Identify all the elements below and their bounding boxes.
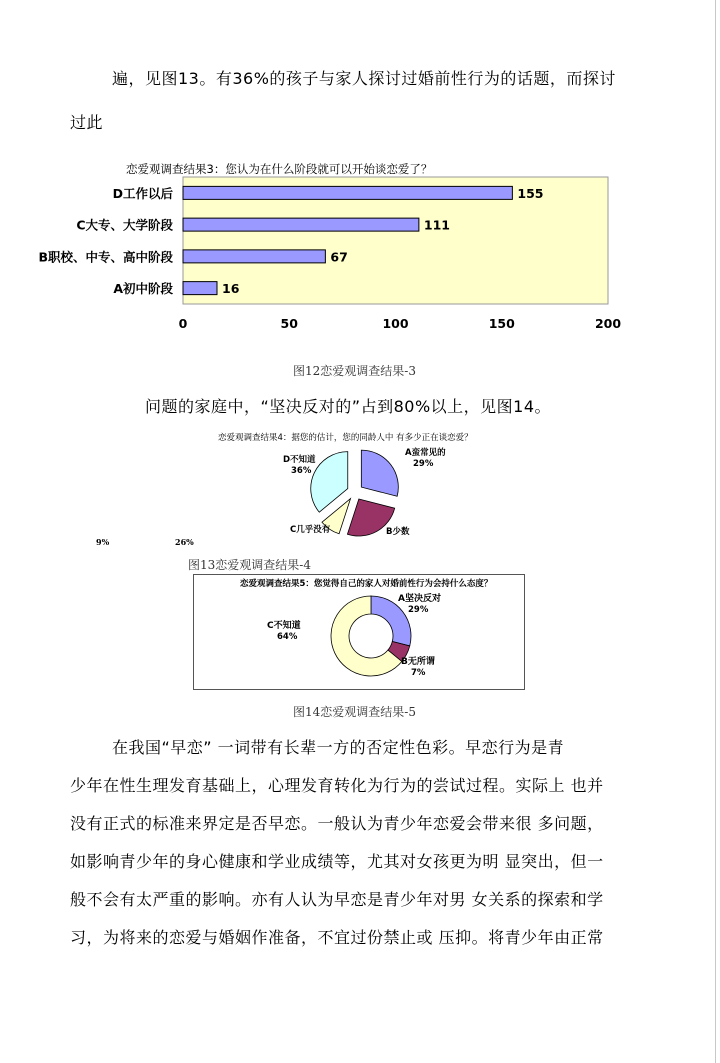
slice-label: B少数 — [386, 527, 410, 537]
figure13-caption: 图13恋爱观调查结果-4 — [188, 558, 311, 572]
figure14-caption: 图14恋爱观调查结果-5 — [293, 705, 416, 719]
x-tick-label: 200 — [594, 316, 622, 331]
data-label: 67 — [330, 249, 348, 265]
figure12-caption: 图12恋爱观调查结果-3 — [293, 364, 416, 378]
category-label: B职校、中专、高中阶段 — [38, 249, 173, 265]
category-label: A初中阶段 — [113, 281, 173, 297]
slice-value: 29% — [408, 605, 429, 615]
bar-3 — [183, 250, 325, 263]
slice-label: A坚决反对 — [398, 594, 441, 604]
slice-label: C几乎没有 — [290, 525, 331, 535]
bar-1 — [183, 186, 512, 199]
paragraph-bottom-line5: 般不会有太严重的影响。亦有人认为早恋是青少年对男 女关系的探索和学 — [70, 890, 604, 909]
figure14-doughnut-chart — [193, 574, 525, 690]
category-label: C大专、大学阶段 — [76, 217, 173, 233]
x-tick-label: 50 — [280, 316, 298, 331]
slice-label: A蛮常见的 — [405, 448, 446, 458]
pie-slice-4 — [311, 452, 348, 513]
slice-label: D不知道 — [283, 455, 316, 465]
paragraph-bottom-line2: 少年在性生理发育基础上，心理发育转化为行为的尝试过程。实际上 也并 — [70, 776, 604, 795]
stray-label-2: 26% — [175, 537, 194, 547]
figure12-bar-chart — [38, 158, 650, 340]
paragraph-bottom-line1: 在我国“早恋” 一词带有长辈一方的否定性色彩。早恋行为是青 — [112, 738, 565, 757]
paragraph-bottom-line6: 习，为将来的恋爱与婚姻作准备，不宜过份禁止或 压抑。将青少年由正常 — [70, 928, 604, 947]
category-label: D工作以后 — [112, 185, 173, 201]
pie-slice-1 — [361, 450, 398, 496]
paragraph-top-line2: 过此 — [70, 113, 104, 132]
paragraph-bottom-line4: 如影响青少年的身心健康和学业成绩等，尤其对女孩更为明 显突出，但一 — [70, 852, 604, 871]
stray-label-1: 9% — [96, 537, 110, 547]
bar-2 — [183, 218, 419, 231]
x-tick-label: 150 — [488, 316, 515, 331]
slice-value: 36% — [291, 466, 312, 476]
figure13-pie-chart — [200, 428, 540, 548]
middle-text: 问题的家庭中，“坚决反对的”占到80%以上，见图14。 — [145, 397, 552, 416]
slice-value: 64% — [277, 632, 298, 642]
paragraph-top-line1: 遍，见图13。有36%的孩子与家人探讨过婚前性行为的话题，而探讨 — [112, 69, 616, 88]
x-tick-label: 100 — [382, 316, 409, 331]
chart-title: 恋爱观调查结果3：您认为在什么阶段就可以开始谈恋爱了？ — [126, 162, 433, 176]
chart-title: 恋爱观调查结果5：您觉得自己的家人对婚前性行为会持什么态度？ — [240, 579, 493, 589]
slice-value: 29% — [413, 459, 434, 469]
slice-value: 7% — [411, 668, 426, 678]
bar-4 — [183, 282, 217, 295]
chart-title: 恋爱观调查结果4：据您的估计，您的同龄人中 有多少正在谈恋爱？ — [218, 433, 473, 443]
paragraph-bottom-line3: 没有正式的标准来界定是否早恋。一般认为青少年恋爱会带来很 多问题， — [70, 814, 604, 833]
page-edge — [715, 0, 716, 1063]
data-label: 155 — [517, 185, 544, 201]
x-tick-label: 0 — [178, 316, 188, 331]
slice-label: B无所谓 — [401, 657, 435, 667]
data-label: 16 — [222, 281, 240, 297]
slice-label: C不知道 — [267, 621, 301, 631]
data-label: 111 — [423, 217, 450, 233]
